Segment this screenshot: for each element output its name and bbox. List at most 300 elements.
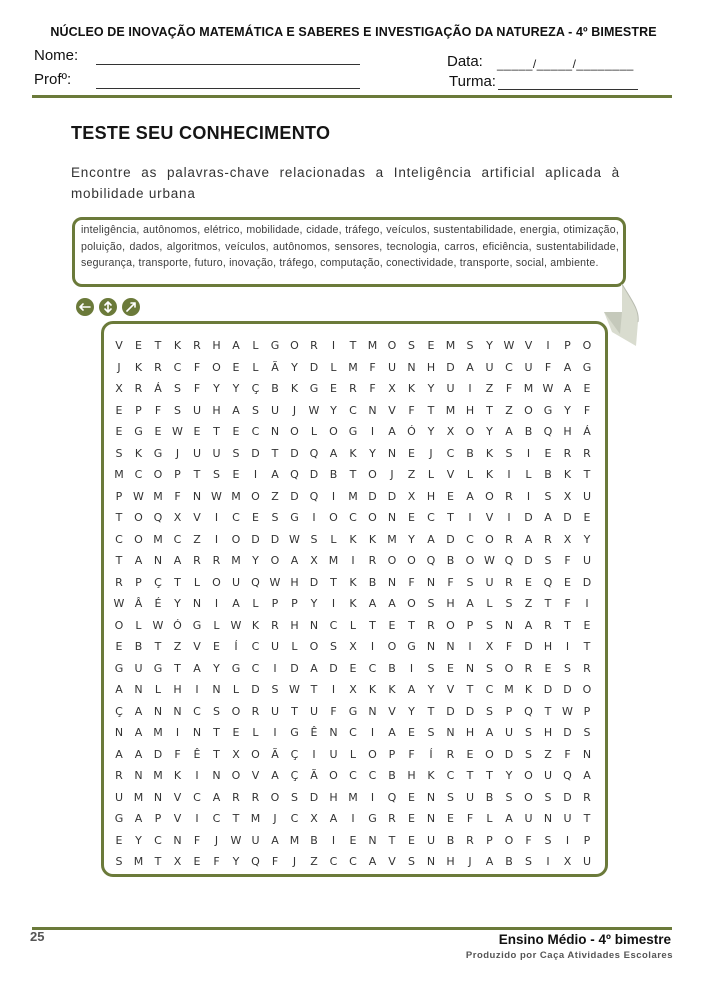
grid-letter[interactable]: N <box>134 769 143 782</box>
grid-letter[interactable]: C <box>193 704 201 718</box>
grid-letter[interactable]: S <box>310 532 318 546</box>
grid-letter[interactable]: I <box>195 769 199 782</box>
grid-letter[interactable]: D <box>387 489 397 503</box>
grid-letter[interactable]: I <box>331 489 336 503</box>
grid-letter[interactable]: N <box>504 618 514 632</box>
grid-letter[interactable]: P <box>135 575 142 589</box>
grid-letter[interactable]: E <box>564 575 571 589</box>
grid-letter[interactable]: N <box>153 554 163 567</box>
grid-letter[interactable]: G <box>114 812 124 825</box>
grid-letter[interactable]: C <box>349 403 357 417</box>
grid-letter[interactable]: Y <box>505 769 513 782</box>
grid-letter[interactable]: A <box>485 726 494 739</box>
grid-letter[interactable]: F <box>193 360 201 374</box>
grid-letter[interactable]: C <box>193 790 201 804</box>
grid-letter[interactable]: W <box>230 618 242 632</box>
grid-letter[interactable]: O <box>465 554 475 567</box>
grid-letter[interactable]: R <box>154 360 162 374</box>
grid-letter[interactable]: D <box>368 489 377 503</box>
grid-letter[interactable]: U <box>309 704 319 718</box>
grid-letter[interactable]: C <box>349 511 357 524</box>
grid-letter[interactable]: I <box>351 812 355 825</box>
grid-letter[interactable]: S <box>447 790 454 804</box>
grid-letter[interactable]: T <box>544 704 552 718</box>
grid-letter[interactable]: R <box>193 554 201 567</box>
grid-letter[interactable]: E <box>135 339 142 352</box>
grid-letter[interactable]: S <box>427 661 435 675</box>
grid-letter[interactable]: T <box>427 403 435 417</box>
grid-letter[interactable]: F <box>369 360 376 374</box>
grid-letter[interactable]: E <box>466 747 474 761</box>
grid-letter[interactable]: S <box>174 382 181 395</box>
grid-letter[interactable]: A <box>505 425 513 438</box>
grid-letter[interactable]: T <box>486 769 493 782</box>
grid-letter[interactable]: F <box>193 382 201 395</box>
grid-letter[interactable]: V <box>485 511 494 524</box>
grid-letter[interactable]: Ó <box>173 618 182 632</box>
grid-letter[interactable]: Y <box>232 855 240 868</box>
grid-letter[interactable]: M <box>153 489 163 503</box>
grid-letter[interactable]: B <box>388 769 396 782</box>
grid-letter[interactable]: R <box>466 833 474 847</box>
grid-letter[interactable]: G <box>134 425 143 438</box>
grid-letter[interactable]: X <box>310 554 318 567</box>
grid-letter[interactable]: N <box>465 661 475 675</box>
grid-letter[interactable]: O <box>290 339 299 352</box>
grid-letter[interactable]: Z <box>544 747 552 761</box>
grid-letter[interactable]: F <box>505 640 513 653</box>
grid-letter[interactable]: F <box>408 403 415 417</box>
grid-letter[interactable]: L <box>213 618 220 632</box>
grid-letter[interactable]: R <box>310 339 318 352</box>
grid-letter[interactable]: S <box>291 790 298 804</box>
grid-letter[interactable]: Ç <box>290 769 299 782</box>
grid-letter[interactable]: R <box>446 747 455 761</box>
grid-letter[interactable]: T <box>291 704 298 718</box>
grid-letter[interactable]: O <box>153 468 163 481</box>
grid-letter[interactable]: O <box>134 532 143 546</box>
grid-letter[interactable]: N <box>134 683 143 696</box>
grid-letter[interactable]: N <box>582 747 592 761</box>
grid-letter[interactable]: K <box>485 446 494 460</box>
grid-letter[interactable]: M <box>523 382 534 395</box>
grid-letter[interactable]: U <box>114 790 124 804</box>
teacher-line[interactable] <box>96 88 360 89</box>
grid-letter[interactable]: N <box>368 833 377 847</box>
grid-letter[interactable]: C <box>368 769 377 782</box>
grid-letter[interactable]: O <box>251 747 260 761</box>
grid-letter[interactable]: K <box>134 446 143 460</box>
grid-letter[interactable]: S <box>174 403 181 417</box>
grid-letter[interactable]: Ç <box>115 704 123 718</box>
grid-letter[interactable]: A <box>563 382 572 395</box>
grid-letter[interactable]: D <box>309 468 319 481</box>
grid-letter[interactable]: T <box>466 769 474 782</box>
grid-letter[interactable]: E <box>115 833 123 847</box>
grid-letter[interactable]: P <box>174 468 181 481</box>
grid-letter[interactable]: I <box>370 425 375 438</box>
grid-letter[interactable]: Q <box>251 855 260 868</box>
grid-letter[interactable]: Á <box>154 382 162 395</box>
grid-letter[interactable]: U <box>582 554 592 567</box>
grid-letter[interactable]: Ó <box>407 425 416 438</box>
grid-letter[interactable]: K <box>427 769 435 782</box>
grid-letter[interactable]: C <box>446 446 455 460</box>
grid-letter[interactable]: V <box>388 704 396 718</box>
grid-letter[interactable]: F <box>369 382 376 395</box>
grid-letter[interactable]: F <box>447 575 454 589</box>
grid-letter[interactable]: A <box>485 855 494 868</box>
grid-letter[interactable]: W <box>542 382 554 395</box>
grid-letter[interactable]: F <box>271 855 279 868</box>
grid-letter[interactable]: O <box>270 790 280 804</box>
grid-letter[interactable]: W <box>211 489 222 503</box>
grid-letter[interactable]: K <box>173 339 182 352</box>
grid-letter[interactable]: C <box>115 532 123 546</box>
grid-letter[interactable]: C <box>505 360 513 374</box>
grid-letter[interactable]: S <box>271 683 279 696</box>
grid-letter[interactable]: E <box>252 511 259 524</box>
grid-letter[interactable]: S <box>330 640 337 653</box>
grid-letter[interactable]: D <box>309 790 319 804</box>
grid-letter[interactable]: M <box>328 554 339 567</box>
grid-letter[interactable]: S <box>505 446 513 460</box>
grid-letter[interactable]: A <box>368 855 377 868</box>
grid-letter[interactable]: Y <box>213 382 220 395</box>
grid-letter[interactable]: A <box>388 597 396 610</box>
grid-letter[interactable]: L <box>330 532 337 546</box>
grid-letter[interactable]: T <box>193 468 201 481</box>
grid-letter[interactable]: A <box>134 747 143 761</box>
grid-letter[interactable]: D <box>290 489 299 503</box>
grid-letter[interactable]: E <box>408 790 415 804</box>
grid-letter[interactable]: P <box>388 747 396 761</box>
grid-letter[interactable]: W <box>503 339 515 352</box>
grid-letter[interactable]: E <box>115 425 123 438</box>
grid-letter[interactable]: Á <box>583 425 591 438</box>
grid-letter[interactable]: Z <box>407 468 416 481</box>
grid-letter[interactable]: I <box>331 597 336 610</box>
grid-letter[interactable]: I <box>331 683 336 696</box>
grid-letter[interactable]: I <box>526 489 531 503</box>
grid-letter[interactable]: P <box>115 489 123 503</box>
grid-letter[interactable]: E <box>193 425 201 438</box>
grid-letter[interactable]: B <box>271 382 279 395</box>
grid-letter[interactable]: O <box>231 532 241 546</box>
grid-letter[interactable]: D <box>582 575 592 589</box>
grid-letter[interactable]: O <box>504 661 514 675</box>
grid-letter[interactable]: I <box>370 790 375 804</box>
grid-letter[interactable]: E <box>408 726 415 739</box>
grid-letter[interactable]: M <box>445 403 456 417</box>
grid-letter[interactable]: P <box>135 403 142 417</box>
grid-letter[interactable]: O <box>485 747 494 761</box>
grid-letter[interactable]: Y <box>232 382 240 395</box>
grid-letter[interactable]: A <box>505 812 513 825</box>
grid-letter[interactable]: C <box>173 360 182 374</box>
grid-letter[interactable]: A <box>524 532 533 546</box>
grid-letter[interactable]: H <box>465 403 475 417</box>
grid-letter[interactable]: R <box>368 554 377 567</box>
grid-letter[interactable]: T <box>310 683 318 696</box>
grid-letter[interactable]: B <box>505 855 513 868</box>
grid-letter[interactable]: H <box>426 489 436 503</box>
grid-letter[interactable]: D <box>290 661 299 675</box>
grid-letter[interactable]: B <box>485 790 494 804</box>
grid-letter[interactable]: T <box>213 726 220 739</box>
grid-letter[interactable]: W <box>152 618 164 632</box>
grid-letter[interactable]: G <box>153 661 163 675</box>
grid-letter[interactable]: X <box>563 489 572 503</box>
grid-letter[interactable]: R <box>251 704 260 718</box>
grid-letter[interactable]: Z <box>193 532 201 546</box>
grid-letter[interactable]: M <box>289 833 300 847</box>
grid-letter[interactable]: B <box>329 468 338 481</box>
grid-letter[interactable]: O <box>329 511 338 524</box>
grid-letter[interactable]: C <box>232 511 240 524</box>
grid-letter[interactable]: D <box>563 790 572 804</box>
grid-letter[interactable]: S <box>544 554 552 567</box>
grid-letter[interactable]: S <box>213 468 220 481</box>
grid-letter[interactable]: N <box>426 855 436 868</box>
grid-letter[interactable]: X <box>388 382 396 395</box>
grid-letter[interactable]: G <box>407 640 416 653</box>
grid-letter[interactable]: O <box>329 769 338 782</box>
grid-letter[interactable]: O <box>290 425 299 438</box>
grid-letter[interactable]: O <box>368 747 377 761</box>
grid-letter[interactable]: L <box>252 726 259 739</box>
grid-letter[interactable]: T <box>388 833 396 847</box>
grid-letter[interactable]: W <box>484 554 495 567</box>
grid-letter[interactable]: A <box>310 661 318 675</box>
grid-letter[interactable]: H <box>465 726 475 739</box>
grid-letter[interactable]: D <box>309 575 319 589</box>
grid-letter[interactable]: R <box>505 489 513 503</box>
grid-letter[interactable]: M <box>387 532 397 546</box>
grid-letter[interactable]: E <box>544 661 552 675</box>
grid-letter[interactable]: K <box>407 382 416 395</box>
grid-letter[interactable]: T <box>213 425 220 438</box>
grid-letter[interactable]: A <box>232 597 240 610</box>
grid-letter[interactable]: I <box>585 597 589 610</box>
grid-letter[interactable]: U <box>212 446 221 460</box>
grid-letter[interactable]: W <box>230 833 242 847</box>
grid-letter[interactable]: S <box>408 855 415 868</box>
grid-letter[interactable]: L <box>154 683 162 696</box>
grid-letter[interactable]: É <box>154 597 162 610</box>
grid-letter[interactable]: F <box>466 812 474 825</box>
grid-letter[interactable]: O <box>251 489 260 503</box>
grid-letter[interactable]: K <box>368 683 377 696</box>
grid-letter[interactable]: C <box>466 532 474 546</box>
grid-letter[interactable]: P <box>564 339 571 352</box>
grid-letter[interactable]: M <box>348 790 358 804</box>
grid-letter[interactable]: Y <box>564 403 571 417</box>
grid-letter[interactable]: S <box>564 661 571 675</box>
grid-letter[interactable]: R <box>583 446 591 460</box>
grid-letter[interactable]: S <box>505 790 513 804</box>
grid-letter[interactable]: E <box>232 726 240 739</box>
grid-letter[interactable]: T <box>583 640 591 653</box>
grid-letter[interactable]: H <box>446 855 455 868</box>
grid-letter[interactable]: U <box>387 360 397 374</box>
grid-letter[interactable]: K <box>485 468 494 481</box>
grid-letter[interactable]: A <box>271 468 279 481</box>
grid-letter[interactable]: O <box>212 575 221 589</box>
grid-letter[interactable]: S <box>486 661 493 675</box>
grid-letter[interactable]: E <box>349 833 357 847</box>
grid-letter[interactable]: Ã <box>271 747 279 761</box>
grid-letter[interactable]: L <box>232 683 240 696</box>
grid-letter[interactable]: I <box>312 511 316 524</box>
grid-letter[interactable]: U <box>251 833 260 847</box>
grid-letter[interactable]: E <box>388 618 396 632</box>
grid-letter[interactable]: C <box>212 812 221 825</box>
grid-letter[interactable]: H <box>329 790 338 804</box>
class-line[interactable] <box>498 89 638 90</box>
grid-letter[interactable]: T <box>154 339 162 352</box>
grid-letter[interactable]: E <box>232 360 240 374</box>
grid-letter[interactable]: L <box>330 360 337 374</box>
grid-letter[interactable]: R <box>115 769 123 782</box>
grid-letter[interactable]: V <box>446 468 455 481</box>
grid-letter[interactable]: S <box>115 446 123 460</box>
grid-letter[interactable]: Ç <box>290 747 299 761</box>
grid-letter[interactable]: G <box>153 446 163 460</box>
grid-letter[interactable]: T <box>115 554 123 567</box>
grid-letter[interactable]: O <box>114 618 124 632</box>
grid-letter[interactable]: S <box>408 339 415 352</box>
grid-letter[interactable]: Y <box>427 425 435 438</box>
grid-letter[interactable]: Z <box>310 855 318 868</box>
grid-letter[interactable]: G <box>270 339 280 352</box>
grid-letter[interactable]: D <box>290 446 299 460</box>
grid-letter[interactable]: C <box>349 769 357 782</box>
grid-letter[interactable]: Q <box>504 554 514 567</box>
grid-letter[interactable]: K <box>388 683 396 696</box>
grid-letter[interactable]: T <box>544 597 552 610</box>
grid-letter[interactable]: L <box>310 425 318 438</box>
grid-letter[interactable]: I <box>370 640 375 653</box>
grid-letter[interactable]: Y <box>427 683 435 696</box>
grid-letter[interactable]: N <box>153 790 163 804</box>
grid-letter[interactable]: W <box>562 704 573 718</box>
grid-letter[interactable]: B <box>368 575 377 589</box>
grid-letter[interactable]: A <box>193 661 201 675</box>
grid-letter[interactable]: R <box>583 790 591 804</box>
grid-letter[interactable]: E <box>525 575 532 589</box>
grid-letter[interactable]: H <box>290 575 299 589</box>
grid-letter[interactable]: N <box>309 618 319 632</box>
grid-letter[interactable]: M <box>153 726 163 739</box>
grid-letter[interactable]: A <box>271 833 279 847</box>
grid-letter[interactable]: O <box>582 683 592 696</box>
grid-letter[interactable]: X <box>407 489 416 503</box>
grid-letter[interactable]: N <box>114 726 124 739</box>
grid-letter[interactable]: Q <box>290 468 299 481</box>
grid-letter[interactable]: J <box>175 446 180 460</box>
grid-letter[interactable]: T <box>583 468 591 481</box>
grid-letter[interactable]: C <box>427 511 435 524</box>
grid-letter[interactable]: L <box>135 618 142 632</box>
grid-letter[interactable]: I <box>468 511 472 524</box>
grid-letter[interactable]: Q <box>543 425 553 438</box>
grid-letter[interactable]: N <box>426 640 436 653</box>
grid-letter[interactable]: G <box>192 618 202 632</box>
grid-letter[interactable]: H <box>212 403 221 417</box>
grid-letter[interactable]: U <box>192 446 202 460</box>
grid-letter[interactable]: F <box>213 855 220 868</box>
grid-letter[interactable]: N <box>407 360 416 374</box>
grid-letter[interactable]: D <box>524 511 533 524</box>
grid-letter[interactable]: G <box>309 382 319 395</box>
grid-letter[interactable]: W <box>133 489 144 503</box>
grid-letter[interactable]: Ç <box>154 575 162 589</box>
grid-letter[interactable]: A <box>544 511 552 524</box>
grid-letter[interactable]: U <box>270 704 280 718</box>
grid-letter[interactable]: Q <box>309 489 319 503</box>
grid-letter[interactable]: L <box>427 468 435 481</box>
grid-letter[interactable]: A <box>524 618 533 632</box>
grid-letter[interactable]: I <box>565 833 570 847</box>
grid-letter[interactable]: T <box>583 812 591 825</box>
grid-letter[interactable]: B <box>466 446 474 460</box>
grid-letter[interactable]: X <box>232 747 240 761</box>
grid-letter[interactable]: S <box>466 339 474 352</box>
grid-letter[interactable]: O <box>485 532 494 546</box>
grid-letter[interactable]: A <box>388 425 396 438</box>
grid-letter[interactable]: F <box>583 403 591 417</box>
grid-letter[interactable]: P <box>583 833 591 847</box>
grid-letter[interactable]: S <box>544 790 552 804</box>
grid-letter[interactable]: J <box>292 403 297 417</box>
grid-letter[interactable]: U <box>582 489 592 503</box>
grid-letter[interactable]: I <box>546 339 550 352</box>
grid-letter[interactable]: I <box>468 382 472 395</box>
grid-letter[interactable]: Í <box>234 640 238 653</box>
grid-letter[interactable]: D <box>524 554 533 567</box>
grid-letter[interactable]: S <box>252 403 259 417</box>
grid-letter[interactable]: T <box>349 339 357 352</box>
grid-letter[interactable]: M <box>231 554 241 567</box>
grid-letter[interactable]: Y <box>369 446 376 460</box>
grid-letter[interactable]: D <box>446 704 455 718</box>
grid-letter[interactable]: F <box>525 833 532 847</box>
grid-letter[interactable]: B <box>446 554 455 567</box>
grid-letter[interactable]: M <box>114 468 124 481</box>
grid-letter[interactable]: O <box>368 511 377 524</box>
grid-letter[interactable]: G <box>368 812 377 825</box>
grid-letter[interactable]: P <box>154 812 162 825</box>
grid-letter[interactable]: E <box>154 425 162 438</box>
grid-letter[interactable]: X <box>310 812 318 825</box>
grid-letter[interactable]: Q <box>426 554 436 567</box>
grid-letter[interactable]: Y <box>330 403 337 417</box>
grid-letter[interactable]: I <box>214 532 219 546</box>
grid-letter[interactable]: C <box>485 683 494 696</box>
grid-letter[interactable]: S <box>505 597 513 610</box>
grid-letter[interactable]: I <box>468 640 472 653</box>
grid-letter[interactable]: R <box>232 790 240 804</box>
grid-letter[interactable]: O <box>446 618 455 632</box>
grid-letter[interactable]: Z <box>173 640 182 653</box>
grid-letter[interactable]: G <box>290 511 299 524</box>
grid-letter[interactable]: Y <box>310 597 318 610</box>
grid-letter[interactable]: I <box>507 511 511 524</box>
grid-letter[interactable]: I <box>214 511 219 524</box>
grid-letter[interactable]: A <box>115 747 123 761</box>
grid-letter[interactable]: O <box>387 640 397 653</box>
